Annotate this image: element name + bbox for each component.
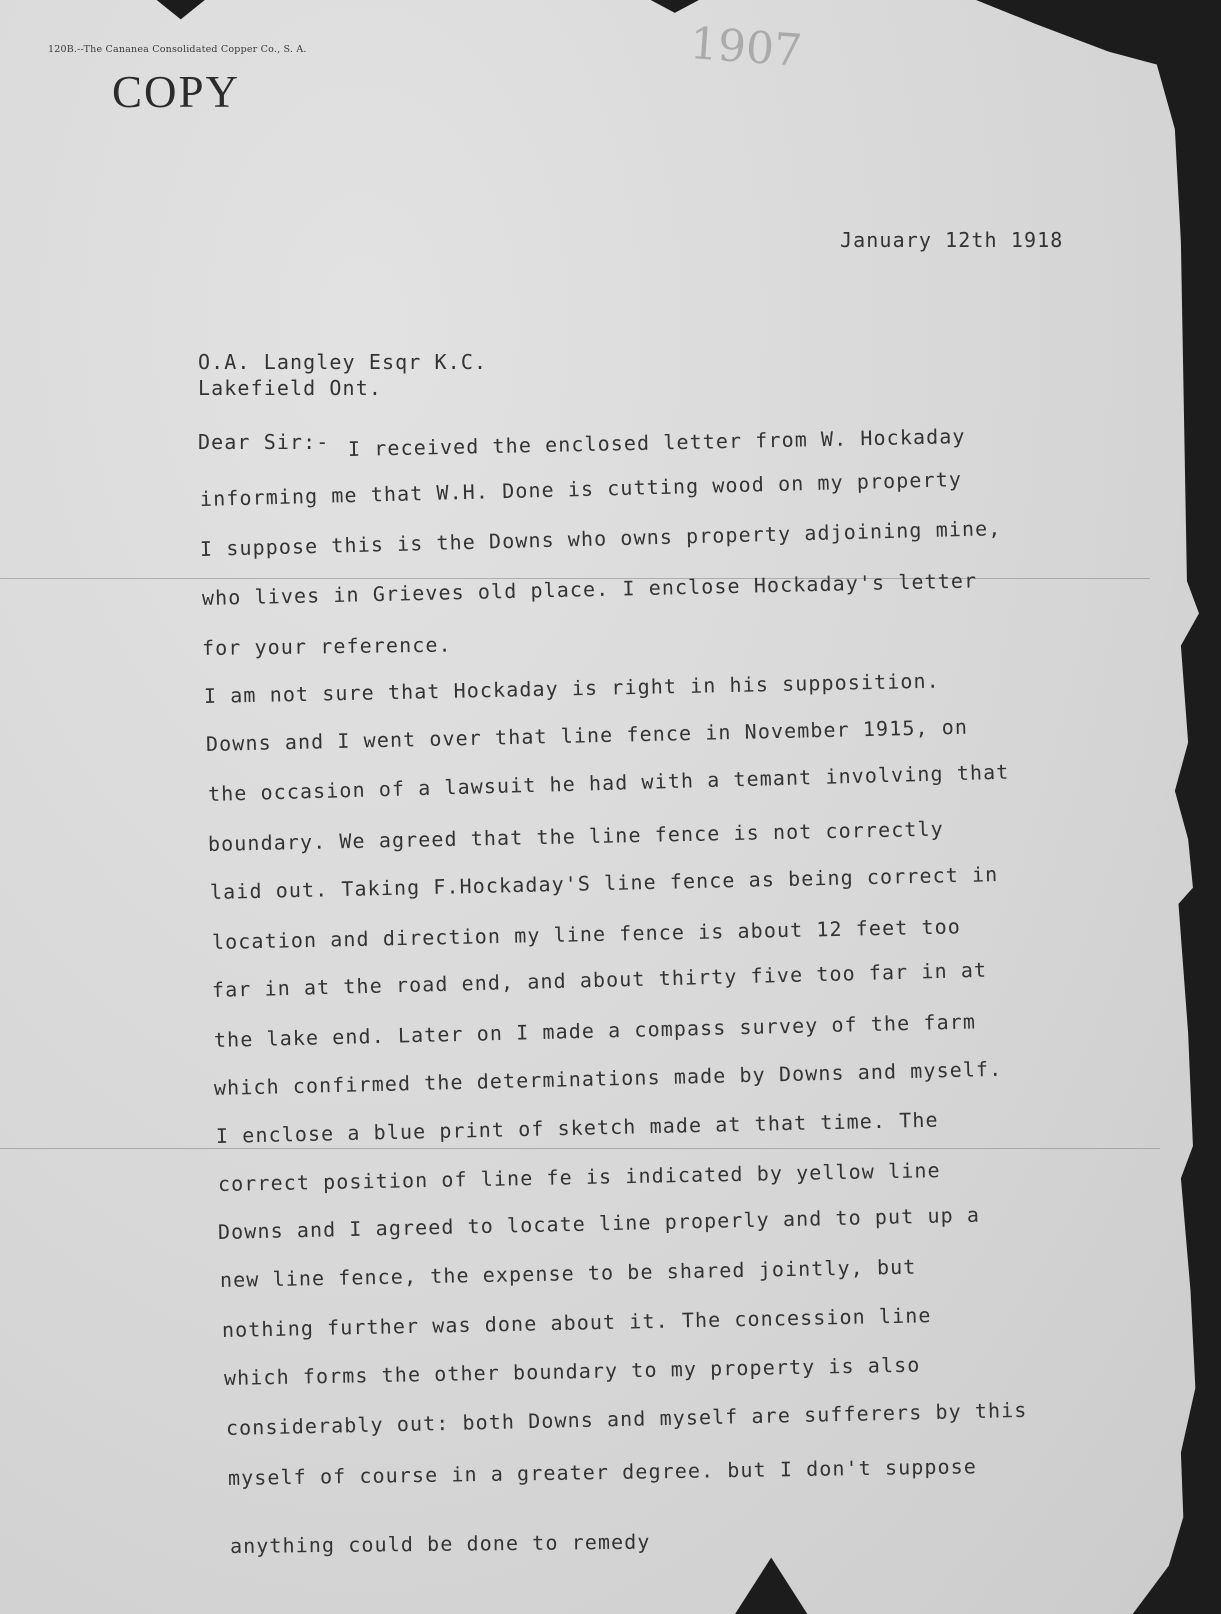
body-line: considerably out: both Downs and myself are sufferers by this: [225, 1397, 1028, 1440]
body-line: the occasion of a lawsuit he had with a temant involving that: [207, 759, 1010, 806]
recipient-place: Lakefield Ont.: [198, 376, 382, 400]
body-line: new line fence, the expense to be shared jointly, but: [219, 1254, 917, 1292]
body-line: which forms the other boundary to my property is also: [223, 1352, 921, 1390]
copy-label: COPY: [112, 67, 241, 117]
body-line: nothing further was done about it. The concession line: [221, 1303, 932, 1342]
body-line: myself of course in a greater degree. but I don't suppose: [227, 1454, 978, 1490]
body-line: I am not sure that Hockaday is right in his supposition.: [203, 668, 940, 708]
body-line: anything could be done to remedy: [229, 1529, 651, 1558]
body-line: I received the enclosed letter from W. Hockaday: [347, 424, 966, 461]
body-line: location and direction my line fence is about 12 feet too: [211, 914, 962, 954]
body-line: I suppose this is the Downs who owns property adjoining mine,: [199, 516, 1002, 561]
body-line: laid out. Taking F.Hockaday'S line fence as being correct in: [209, 862, 999, 904]
recipient-name: O.A. Langley Esqr K.C.: [198, 350, 488, 374]
body-line: the lake end. Later on I made a compass survey of the farm: [213, 1009, 977, 1052]
letterhead-printer-line: 120B.--The Cananea Consolidated Copper Co., S. A.: [48, 44, 307, 55]
body-line: informing me that W.H. Done is cutting wood on my property: [199, 467, 963, 511]
body-line: I enclose a blue print of sketch made at that time. The: [215, 1107, 939, 1148]
body-line: for your reference.: [201, 632, 452, 660]
body-line: correct position of line fe is indicated by yellow line: [217, 1158, 941, 1196]
body-line: who lives in Grieves old place. I enclose Hockaday's letter: [201, 568, 978, 610]
body-line: Downs and I went over that line fence in November 1915, on: [205, 714, 969, 756]
body-line: which confirmed the determinations made by Downs and myself.: [213, 1056, 1003, 1100]
salutation: Dear Sir:-: [198, 430, 330, 454]
letter-date: January 12th 1918: [840, 228, 1064, 252]
body-line: boundary. We agreed that the line fence is not correctly: [207, 816, 944, 856]
body-line: far in at the road end, and about thirty five too far in at: [211, 957, 988, 1002]
body-line: Downs and I agreed to locate line properly and to put up a: [217, 1202, 981, 1244]
pencil-note: 1907: [688, 18, 804, 77]
fold-crease: [0, 1148, 1160, 1149]
